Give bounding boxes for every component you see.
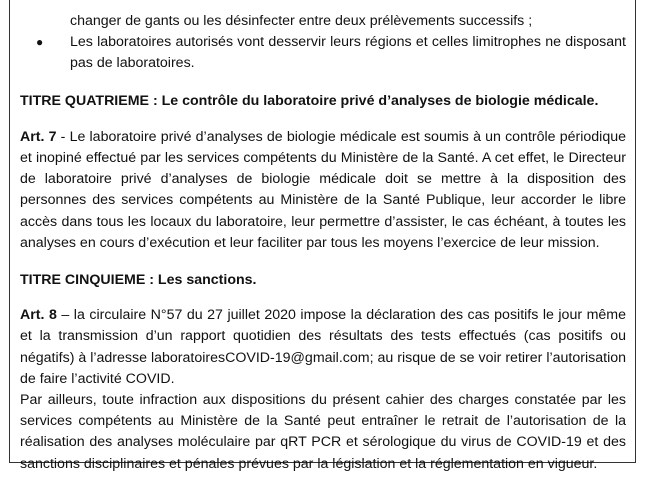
article-8 <box>20 305 626 390</box>
document-content <box>20 14 626 475</box>
bullet-item <box>20 32 626 74</box>
section-title-cinquieme: TITRE CINQUIEME : Les sanctions. <box>20 272 257 289</box>
bullet-dot-icon: ● <box>36 35 44 50</box>
article-7-label: Art. 7 <box>20 128 57 145</box>
bullet-continuation-text: changer de gants ou les désinfecter entre deux prélèvements successifs ; <box>70 13 533 29</box>
bullet-item-text: Les laboratoires autorisés vont desservir leurs régions et celles limitrophes ne disposant pas de laboratoires. <box>70 34 626 72</box>
article-8-label: Art. 8 <box>20 307 57 324</box>
article-7-text: - Le laboratoire privé d’analyses de biologie médicale est soumis à un contrôle périodique et inopiné effectué par les services compétents du Ministère de la Santé. A cet effet, le Directeur de laboratoire privé d’analyses de biologie médicale doit se mettre à la disposition des personnes des services compétents au Ministère de la Santé Publique, leur accorder le libre accès dans tous les locaux du laboratoire, leur permettre d’assister, le cas échéant, à toutes les analyses en cours d’exécution et leur faciliter par tous les moyens l’exercice de leur mission. <box>20 128 626 251</box>
article-7 <box>20 127 626 254</box>
bullet-continuation <box>20 11 626 32</box>
article-8-paragraph-2: Par ailleurs, toute infraction aux dispositions du présent cahier des charges constatée par les services compétents au Ministère de la Santé peut entraîner le retrait de l’autorisation de la réalisation des analyses moléculaire par qRT PCR et sérologique du virus de COVID-19 et des sanctions disciplinaires et pénales prévues par la législation et la réglementation en vigueur. <box>20 392 626 472</box>
article-8-text: – la circulaire N°57 du 27 juillet 2020 impose la déclaration des cas positifs le jour même et la transmission d’un rapport quotidien des résultats des tests effectués (cas positifs ou négatifs) à l’adresse laboratoiresCOVID-19@gmail.com; au risque de se voir retirer l’autorisation de faire l’activité COVID. <box>20 307 627 387</box>
section-title-quatrieme: TITRE QUATRIEME : Le contrôle du laboratoire privé d’analyses de biologie médicale. <box>20 92 599 109</box>
